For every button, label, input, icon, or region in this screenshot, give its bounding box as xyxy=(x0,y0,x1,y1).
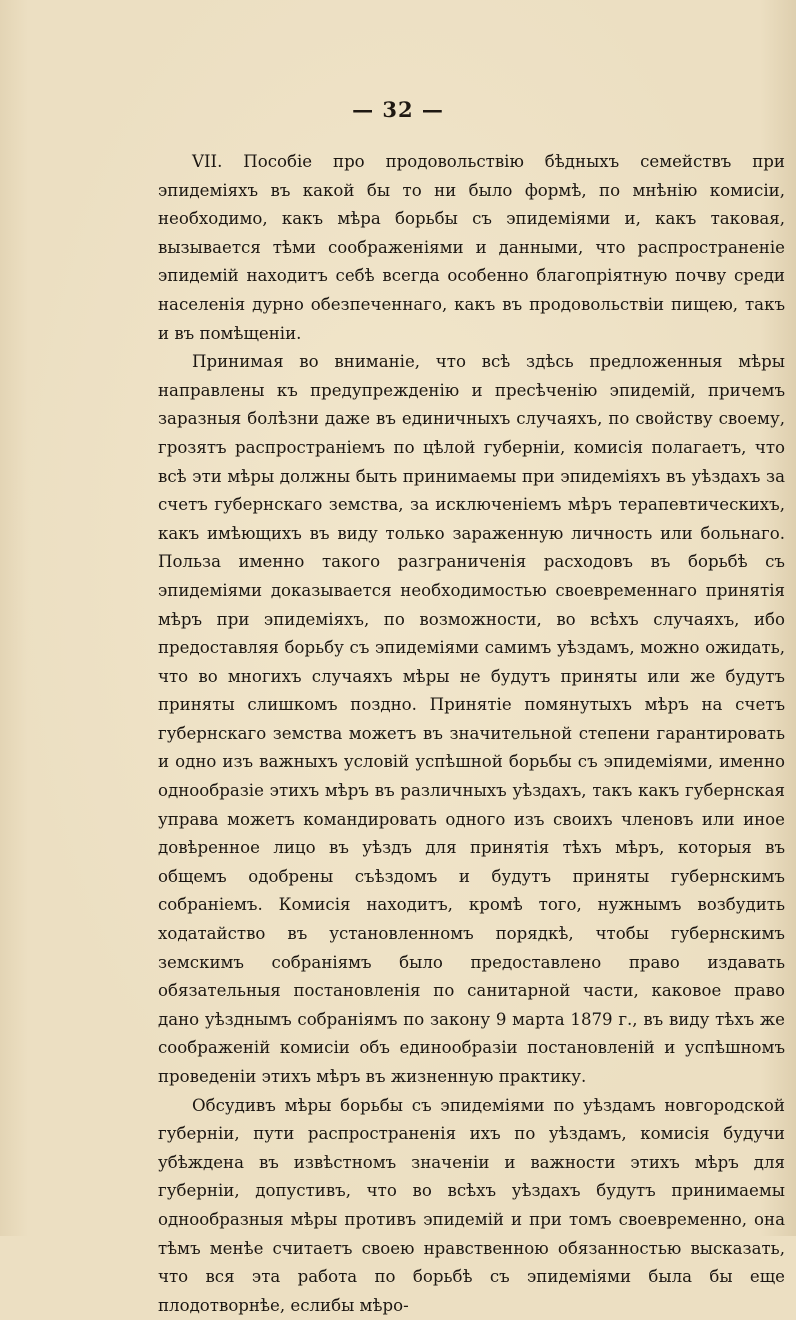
paragraph-discussion: Обсудивъ мѣры борьбы съ эпидеміями по уѣздамъ новгородской губерніи, пути распространенія ихъ по уѣздамъ, комисія будучи убѣждена въ извѣстномъ значеніи и важности этихъ мѣръ для губерніи, допустивъ, что во всѣхъ уѣздахъ будутъ принимаемы однообразныя мѣры противъ эпидемій и при томъ своевременно, она тѣмъ менѣе считаетъ своею нравственною обязанностью высказать, что вся эта работа по борьбѣ съ эпидеміями была бы еще плодотворнѣе, еслибы мѣро- xyxy=(158,1095,785,1315)
body-text xyxy=(158,148,785,1320)
paragraph-measures-funding: Принимая во вниманіе, что всѣ здѣсь предложенныя мѣры направлены къ предупрежденію и пресѣченію эпидемій, причемъ заразныя болѣзни даже въ единичныхъ случаяхъ, по свойству своему, грозятъ распространіемъ по цѣлой губерніи, комисія полагаетъ, что всѣ эти мѣры должны быть принимаемы при эпидеміяхъ въ уѣздахъ за счетъ губернскаго земства, за исключеніемъ мѣръ терапевтическихъ, какъ имѣющихъ въ виду только зараженную личность или больнаго. Польза именно такого разграниченія расходовъ въ борьбѣ съ эпидеміями доказывается необходимостью своевременнаго принятія мѣръ при эпидеміяхъ, по возможности, во всѣхъ случаяхъ, ибо предоставляя борьбу съ эпидеміями самимъ уѣздамъ, можно ожидать, что во многихъ случаяхъ мѣры не будутъ приняты или же будутъ приняты слишкомъ поздно. Принятіе помянутыхъ мѣръ на счетъ губернскаго земства можетъ въ значительной степени гарантировать и одно изъ важныхъ условій успѣшной борьбы съ эпидеміями, именно однообразіе этихъ мѣръ въ различныхъ уѣздахъ, такъ какъ губернская управа можетъ командировать одного изъ своихъ членовъ или иное довѣренное лицо въ уѣздъ для принятія тѣхъ мѣръ, которыя въ общемъ одобрены съѣздомъ и будутъ приняты губернскимъ собраніемъ. Комисія находитъ, кромѣ того, нужнымъ возбудить ходатайство въ установленномъ порядкѣ, чтобы губернскимъ земскимъ собраніямъ было предоставлено право издавать обязательныя постановленія по санитарной части, каковое право дано уѣзднымъ собраніямъ по закону 9 марта 1879 г., въ виду тѣхъ же соображеній комисіи объ единообразіи постановленій и успѣшномъ проведеніи этихъ мѣръ въ жизненную практику. xyxy=(158,352,785,1086)
paragraph-vii: VII. Пособіе про продовольствію бѣдныхъ семействъ при эпидеміяхъ въ какой бы то ни было формѣ, по мнѣнію комисіи, необходимо, какъ мѣра борьбы съ эпидеміями и, какъ таковая, вызывается тѣми соображеніями и данными, что распространеніе эпидемій находитъ себѣ всегда особенно благопріятную почву среди населенія дурно обезпеченнаго, какъ въ продовольствіи пищею, такъ и въ помѣщеніи. xyxy=(158,152,785,343)
page-number: — 32 — xyxy=(352,97,444,122)
